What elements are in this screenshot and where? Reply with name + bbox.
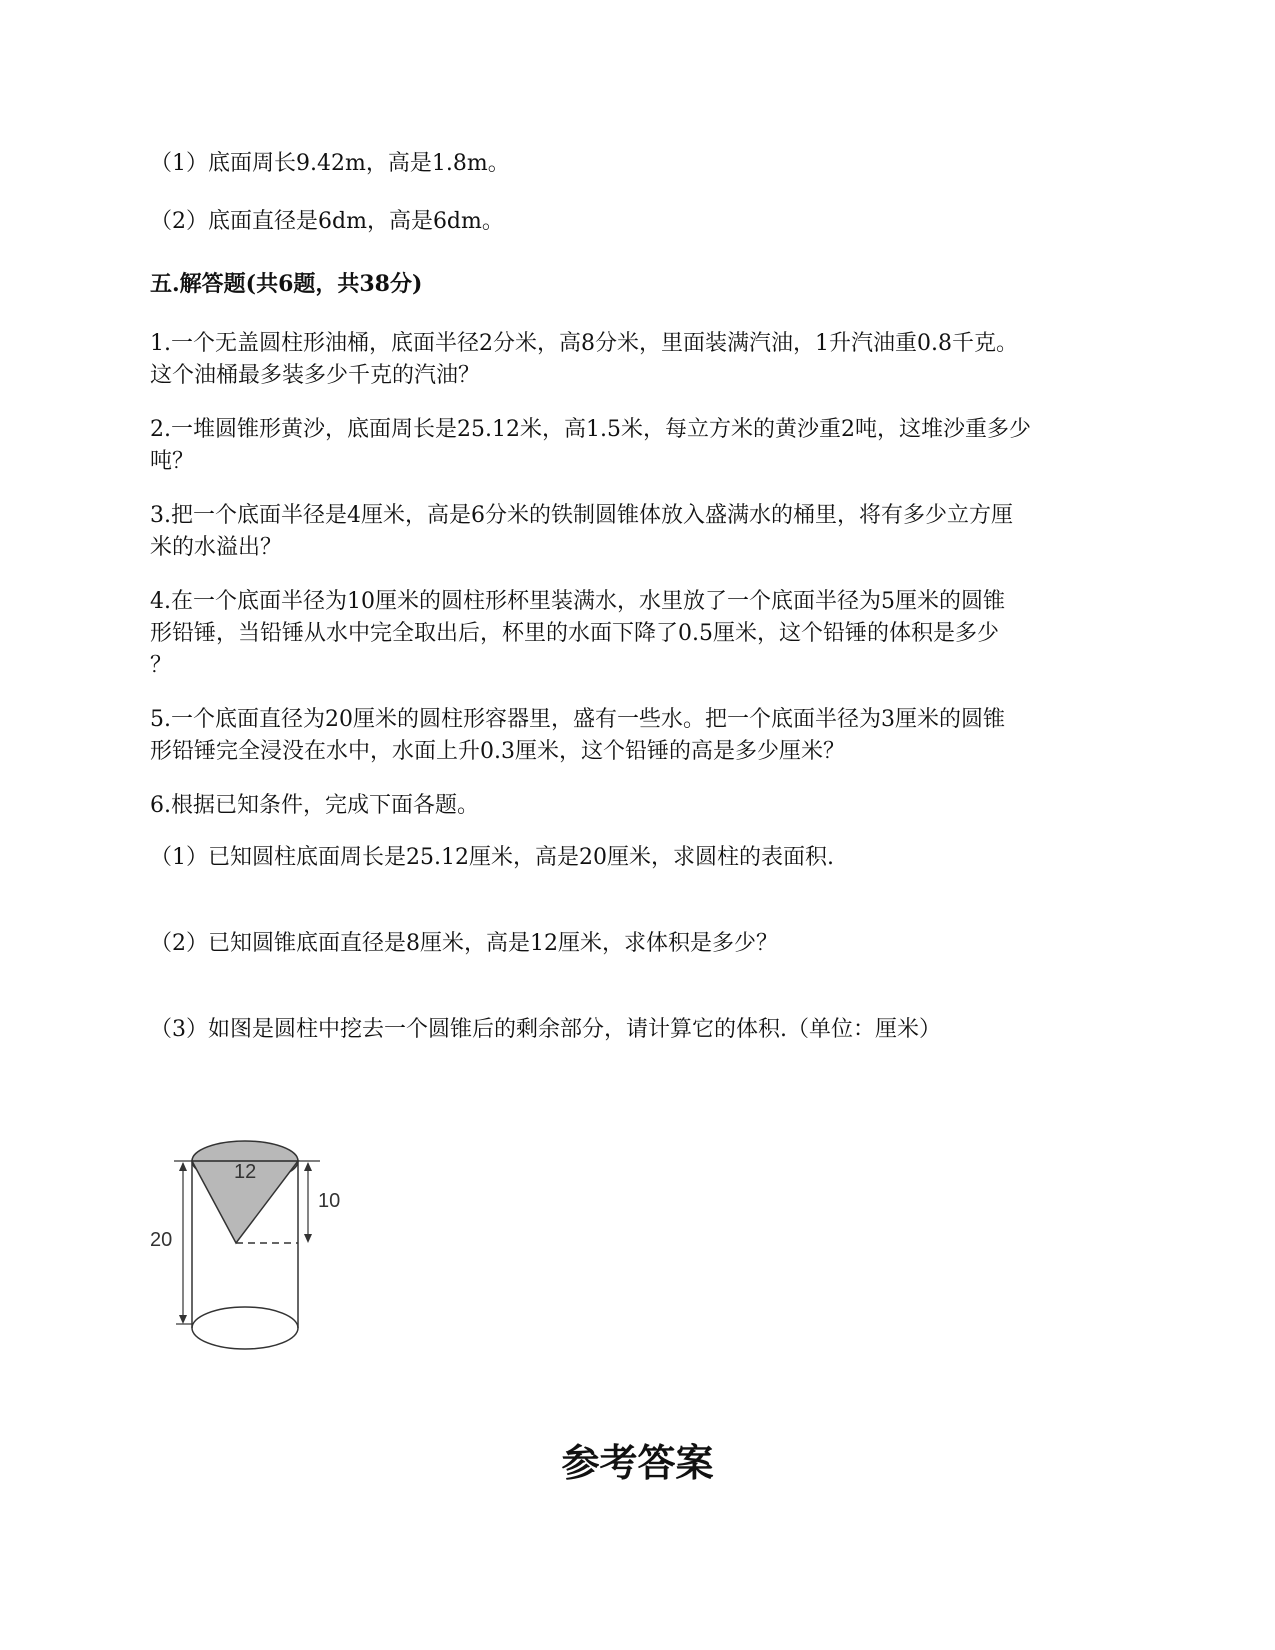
question-4-line-3: ？ — [150, 653, 173, 678]
diameter-label: 12 — [234, 1161, 257, 1183]
sub-item-2: （2）已知圆锥底面直径是8厘米，高是12厘米，求体积是多少？ — [150, 931, 778, 956]
cone-height-arrow-top — [304, 1162, 312, 1171]
cylinder-height-arrow-top — [179, 1162, 187, 1171]
question-3-line-1: 3.把一个底面半径是4厘米，高是6分米的铁制圆锥体放入盛满水的桶里，将有多少立方厘 — [150, 503, 1013, 528]
section-title: 五.解答题(共6题，共38分) — [150, 271, 423, 297]
top-item-2: （2）底面直径是6dm，高是6dm。 — [150, 209, 504, 234]
answer-title: 参考答案 — [561, 1440, 714, 1485]
cylinder-bottom-ellipse — [192, 1307, 298, 1349]
question-2-line-1: 2.一堆圆锥形黄沙，底面周长是25.12米，高1.5米，每立方米的黄沙重2吨，这堆沙重多少 — [150, 417, 1031, 442]
question-1-line-1: 1.一个无盖圆柱形油桶，底面半径2分米，高8分米，里面装满汽油，1升汽油重0.8千克。 — [150, 331, 1018, 356]
question-5-line-1: 5.一个底面直径为20厘米的圆柱形容器里，盛有一些水。把一个底面半径为3厘米的圆锥 — [150, 707, 1005, 732]
question-1-line-2: 这个油桶最多装多少千克的汽油？ — [150, 363, 481, 388]
question-6-line-1: 6.根据已知条件，完成下面各题。 — [150, 793, 479, 818]
question-2-line-2: 吨？ — [150, 449, 195, 474]
sub-item-3: （3）如图是圆柱中挖去一个圆锥后的剩余部分，请计算它的体积.（单位：厘米） — [150, 1017, 941, 1042]
question-4-line-2: 形铅锤，当铅锤从水中完全取出后，杯里的水面下降了0.5厘米，这个铅锤的体积是多少 — [150, 621, 999, 646]
cylinder-height-arrow-bottom — [179, 1315, 187, 1324]
cylinder-cone-figure — [148, 1140, 368, 1365]
cylinder-height-label: 20 — [150, 1229, 173, 1251]
question-3-line-2: 米的水溢出？ — [150, 535, 283, 560]
top-item-1: （1）底面周长9.42m，高是1.8m。 — [150, 151, 510, 176]
cone-height-arrow-bottom — [304, 1234, 312, 1243]
sub-item-1: （1）已知圆柱底面周长是25.12厘米，高是20厘米，求圆柱的表面积. — [150, 845, 834, 870]
question-5-line-2: 形铅锤完全浸没在水中，水面上升0.3厘米，这个铅锤的高是多少厘米？ — [150, 739, 845, 764]
question-4-line-1: 4.在一个底面半径为10厘米的圆柱形杯里装满水，水里放了一个底面半径为5厘米的圆锥 — [150, 589, 1005, 614]
cone-height-label: 10 — [318, 1190, 341, 1212]
